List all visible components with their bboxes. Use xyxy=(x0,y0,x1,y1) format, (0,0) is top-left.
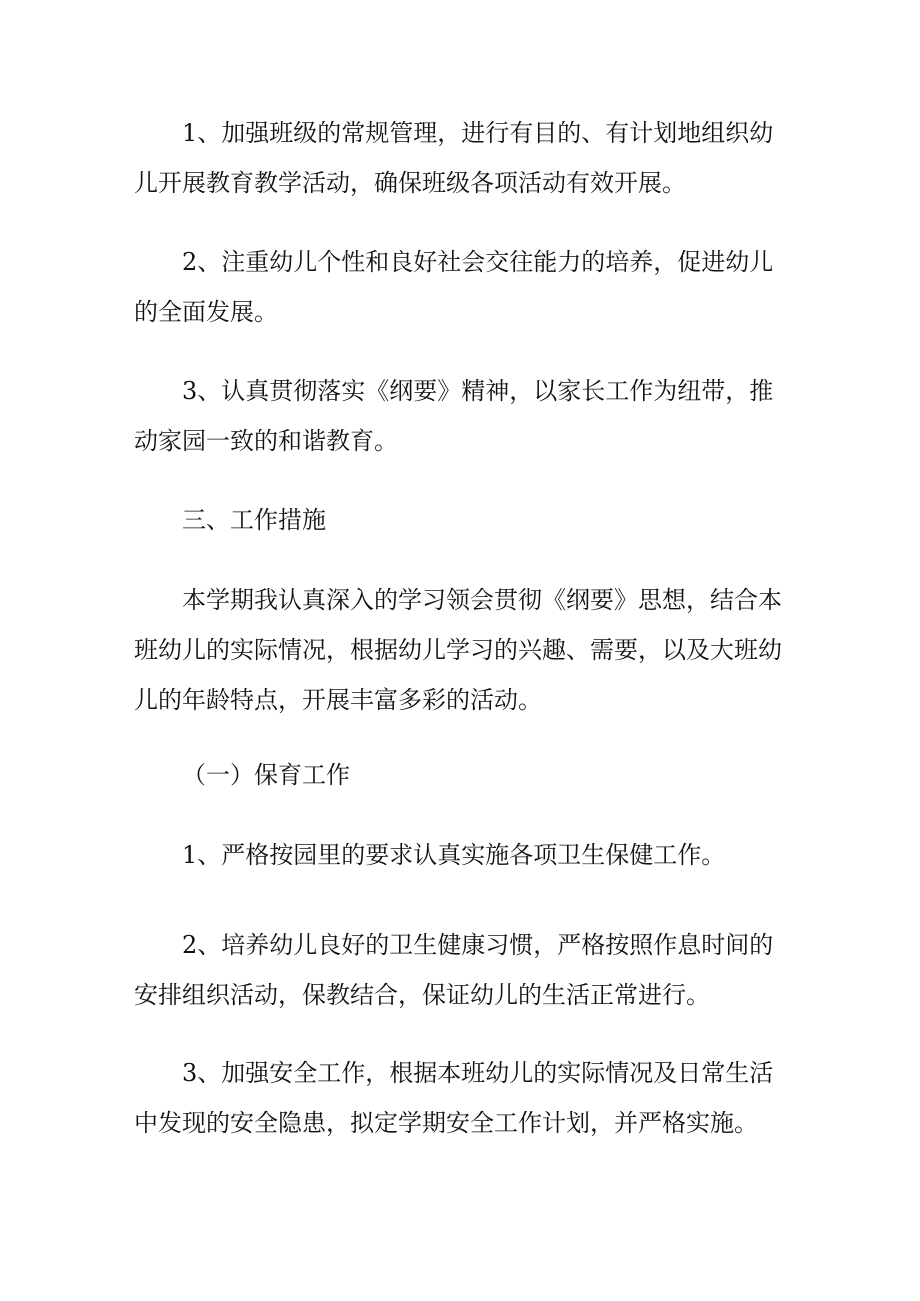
paragraph-goal-2: 2、注重幼儿个性和良好社会交往能力的培养，促进幼儿的全面发展。 xyxy=(134,248,774,326)
paragraph-care-2: 2、培养幼儿良好的卫生健康习惯，严格按照作息时间的安排组织活动，保教结合，保证幼儿的生活正常进行。 xyxy=(134,931,774,1009)
subsection-heading-care-work: （一）保育工作 xyxy=(182,761,350,789)
paragraph-care-1: 1、严格按园里的要求认真实施各项卫生保健工作。 xyxy=(182,841,726,869)
paragraph-care-3: 3、加强安全工作，根据本班幼儿的实际情况及日常生活中发现的安全隐患，拟定学期安全工作计划，并严格实施。 xyxy=(134,1059,774,1137)
paragraph-goal-3: 3、认真贯彻落实《纲要》精神，以家长工作为纽带，推动家园一致的和谐教育。 xyxy=(134,377,774,455)
section-heading-work-measures: 三、工作措施 xyxy=(182,506,326,534)
paragraph-goal-1: 1、加强班级的常规管理，进行有目的、有计划地组织幼儿开展教育教学活动，确保班级各项活动有效开展。 xyxy=(134,119,774,197)
paragraph-intro: 本学期我认真深入的学习领会贯彻《纲要》思想，结合本班幼儿的实际情况，根据幼儿学习的兴趣、需要，以及大班幼儿的年龄特点，开展丰富多彩的活动。 xyxy=(134,586,782,714)
